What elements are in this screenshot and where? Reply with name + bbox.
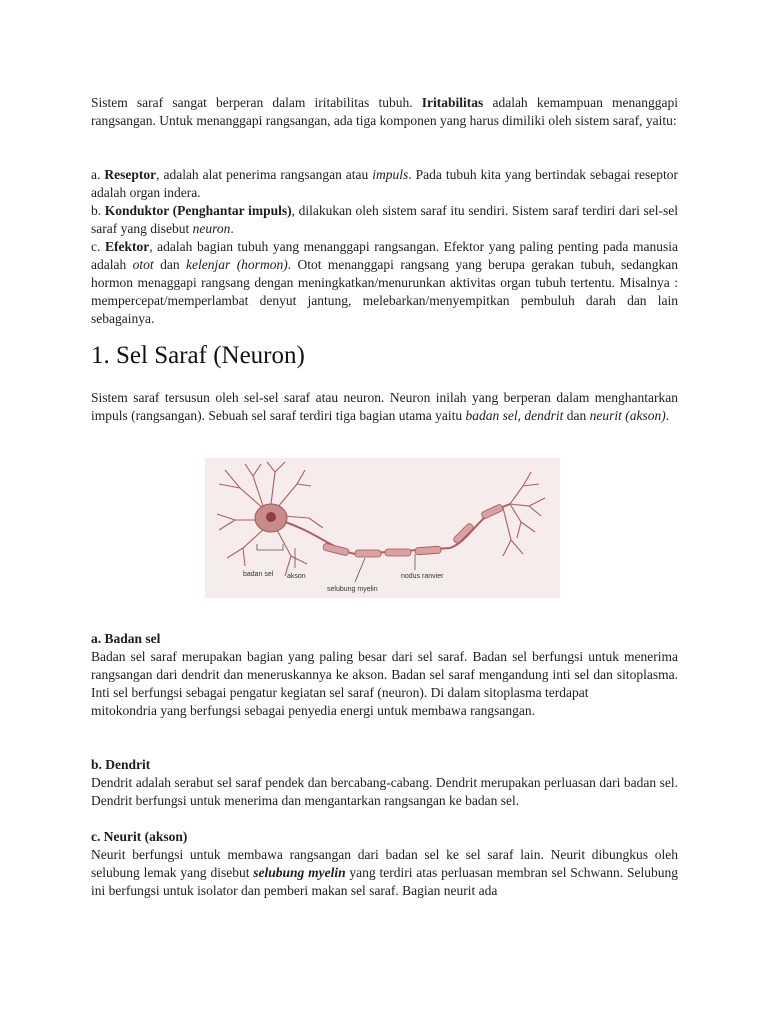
section1-text-2: dan	[563, 408, 590, 423]
section1-paragraph	[91, 389, 678, 425]
badan-sel-text-2: mitokondria yang berfungsi sebagai penyedia energi untuk membawa rangsangan.	[91, 703, 535, 718]
neuron-diagram	[205, 458, 560, 598]
badan-sel-text-1: Badan sel saraf merupakan bagian yang paling besar dari sel saraf. Badan sel berfungsi untuk menerima rangsangan dari dendrit dan meneruskannya ke akson. Badan sel saraf mengandung inti sel dan sitoplasma. Inti sel berfungsi sebagai pengatur kegiatan sel saraf (neuron). Di dalam sitoplasma terdapat	[91, 649, 678, 700]
neuron-illustration	[205, 458, 560, 598]
dendrit-paragraph: Dendrit adalah serabut sel saraf pendek dan bercabang-cabang. Dendrit merupakan perluasan dari badan sel. Dendrit berfungsi untuk menerima dan mengantarkan rangsangan ke badan sel.	[91, 775, 678, 808]
component-a-text-2: . Pada tubuh kita yang bertindak sebagai reseptor adalah organ indera.	[91, 167, 678, 200]
component-c-text-1: , adalah bagian tubuh yang menanggapi rangsangan. Efektor yang paling penting pada manusia adalah	[91, 239, 678, 272]
intro-text-1: Sistem saraf sangat berperan dalam iritabilitas tubuh.	[91, 95, 422, 110]
component-c-text-2: dan	[153, 257, 187, 272]
term-neuron: neuron	[192, 221, 231, 236]
neurit-text-1: Neurit berfungsi untuk membawa rangsangan dari badan sel ke sel saraf lain. Neurit dibungkus oleh selubung lemak yang disebut	[91, 847, 678, 880]
term-badan-sel-dendrit: badan sel, dendrit	[465, 408, 564, 423]
intro-text-2: adalah kemampuan menanggapi rangsangan. Untuk menanggapi rangsangan, ada tiga komponen yang harus dimiliki oleh sistem saraf, yaitu:	[91, 95, 678, 128]
section1-text-3: .	[665, 408, 670, 423]
subheading-dendrit: b. Dendrit	[91, 757, 151, 772]
term-impuls: impuls	[372, 167, 409, 182]
term-neurit-akson: neurit (akson)	[589, 408, 666, 423]
section-heading-sel-saraf: 1. Sel Saraf (Neuron)	[91, 342, 305, 369]
nucleus	[266, 512, 276, 522]
term-otot: otot	[132, 257, 154, 272]
component-a-prefix: a.	[91, 167, 105, 182]
section1-text-1: Sistem saraf tersusun oleh sel-sel saraf atau neuron. Neuron inilah yang berperan dalam menghantarkan impuls (rangsangan). Sebuah sel saraf terdiri tiga bagian utama yaitu	[91, 390, 678, 423]
component-b-prefix: b.	[91, 203, 105, 218]
label-selubung-myelin: selubung myelin	[327, 586, 378, 593]
component-a-text-1: , adalah alat penerima rangsangan atau	[156, 167, 373, 182]
component-c-text-3: . Otot menanggapi rangsang yang berupa gerakan tubuh, sedangkan hormon menaggapi rangsang dengan meningkatkan/menurunkan aktivitas organ tubuh tertentu. Misalnya : mempercepat/memperlambat denyut jantung, melebarkan/menyempitkan pembuluh darah dan lain sebagainya.	[91, 257, 678, 326]
intro-paragraph	[91, 94, 678, 130]
component-c-prefix: c.	[91, 239, 105, 254]
term-efektor: Efektor	[104, 239, 150, 254]
neurit-paragraph	[91, 846, 678, 900]
term-reseptor: Reseptor	[104, 167, 157, 182]
subheading-neurit: c. Neurit (akson)	[91, 829, 188, 844]
subheading-badan-sel: a. Badan sel	[91, 631, 161, 646]
term-iritabilitas: Iritabilitas	[421, 95, 484, 110]
component-b	[91, 202, 678, 238]
label-nodus-ranvier: nodus ranvier	[401, 573, 444, 580]
neurit-text-2: yang terdiri atas perluasan membran sel Schwann. Selubung ini berfungsi untuk isolator dan pemberi makan sel saraf. Bagian neurit ada	[91, 865, 678, 898]
components-list	[91, 166, 678, 328]
badan-sel-paragraph	[91, 648, 678, 720]
component-c	[91, 238, 678, 328]
label-akson: akson	[287, 573, 306, 580]
component-b-text-1: , dilakukan oleh sistem saraf itu sendiri. Sistem saraf terdiri dari sel-sel saraf yang disebut	[91, 203, 679, 236]
term-konduktor: Konduktor (Penghantar impuls)	[104, 203, 292, 218]
term-selubung-myelin: selubung myelin	[253, 865, 346, 880]
component-a	[91, 166, 678, 202]
term-kelenjar: kelenjar (hormon)	[186, 257, 288, 272]
component-b-text-2: .	[230, 221, 234, 236]
label-badan-sel: badan sel	[243, 571, 274, 578]
